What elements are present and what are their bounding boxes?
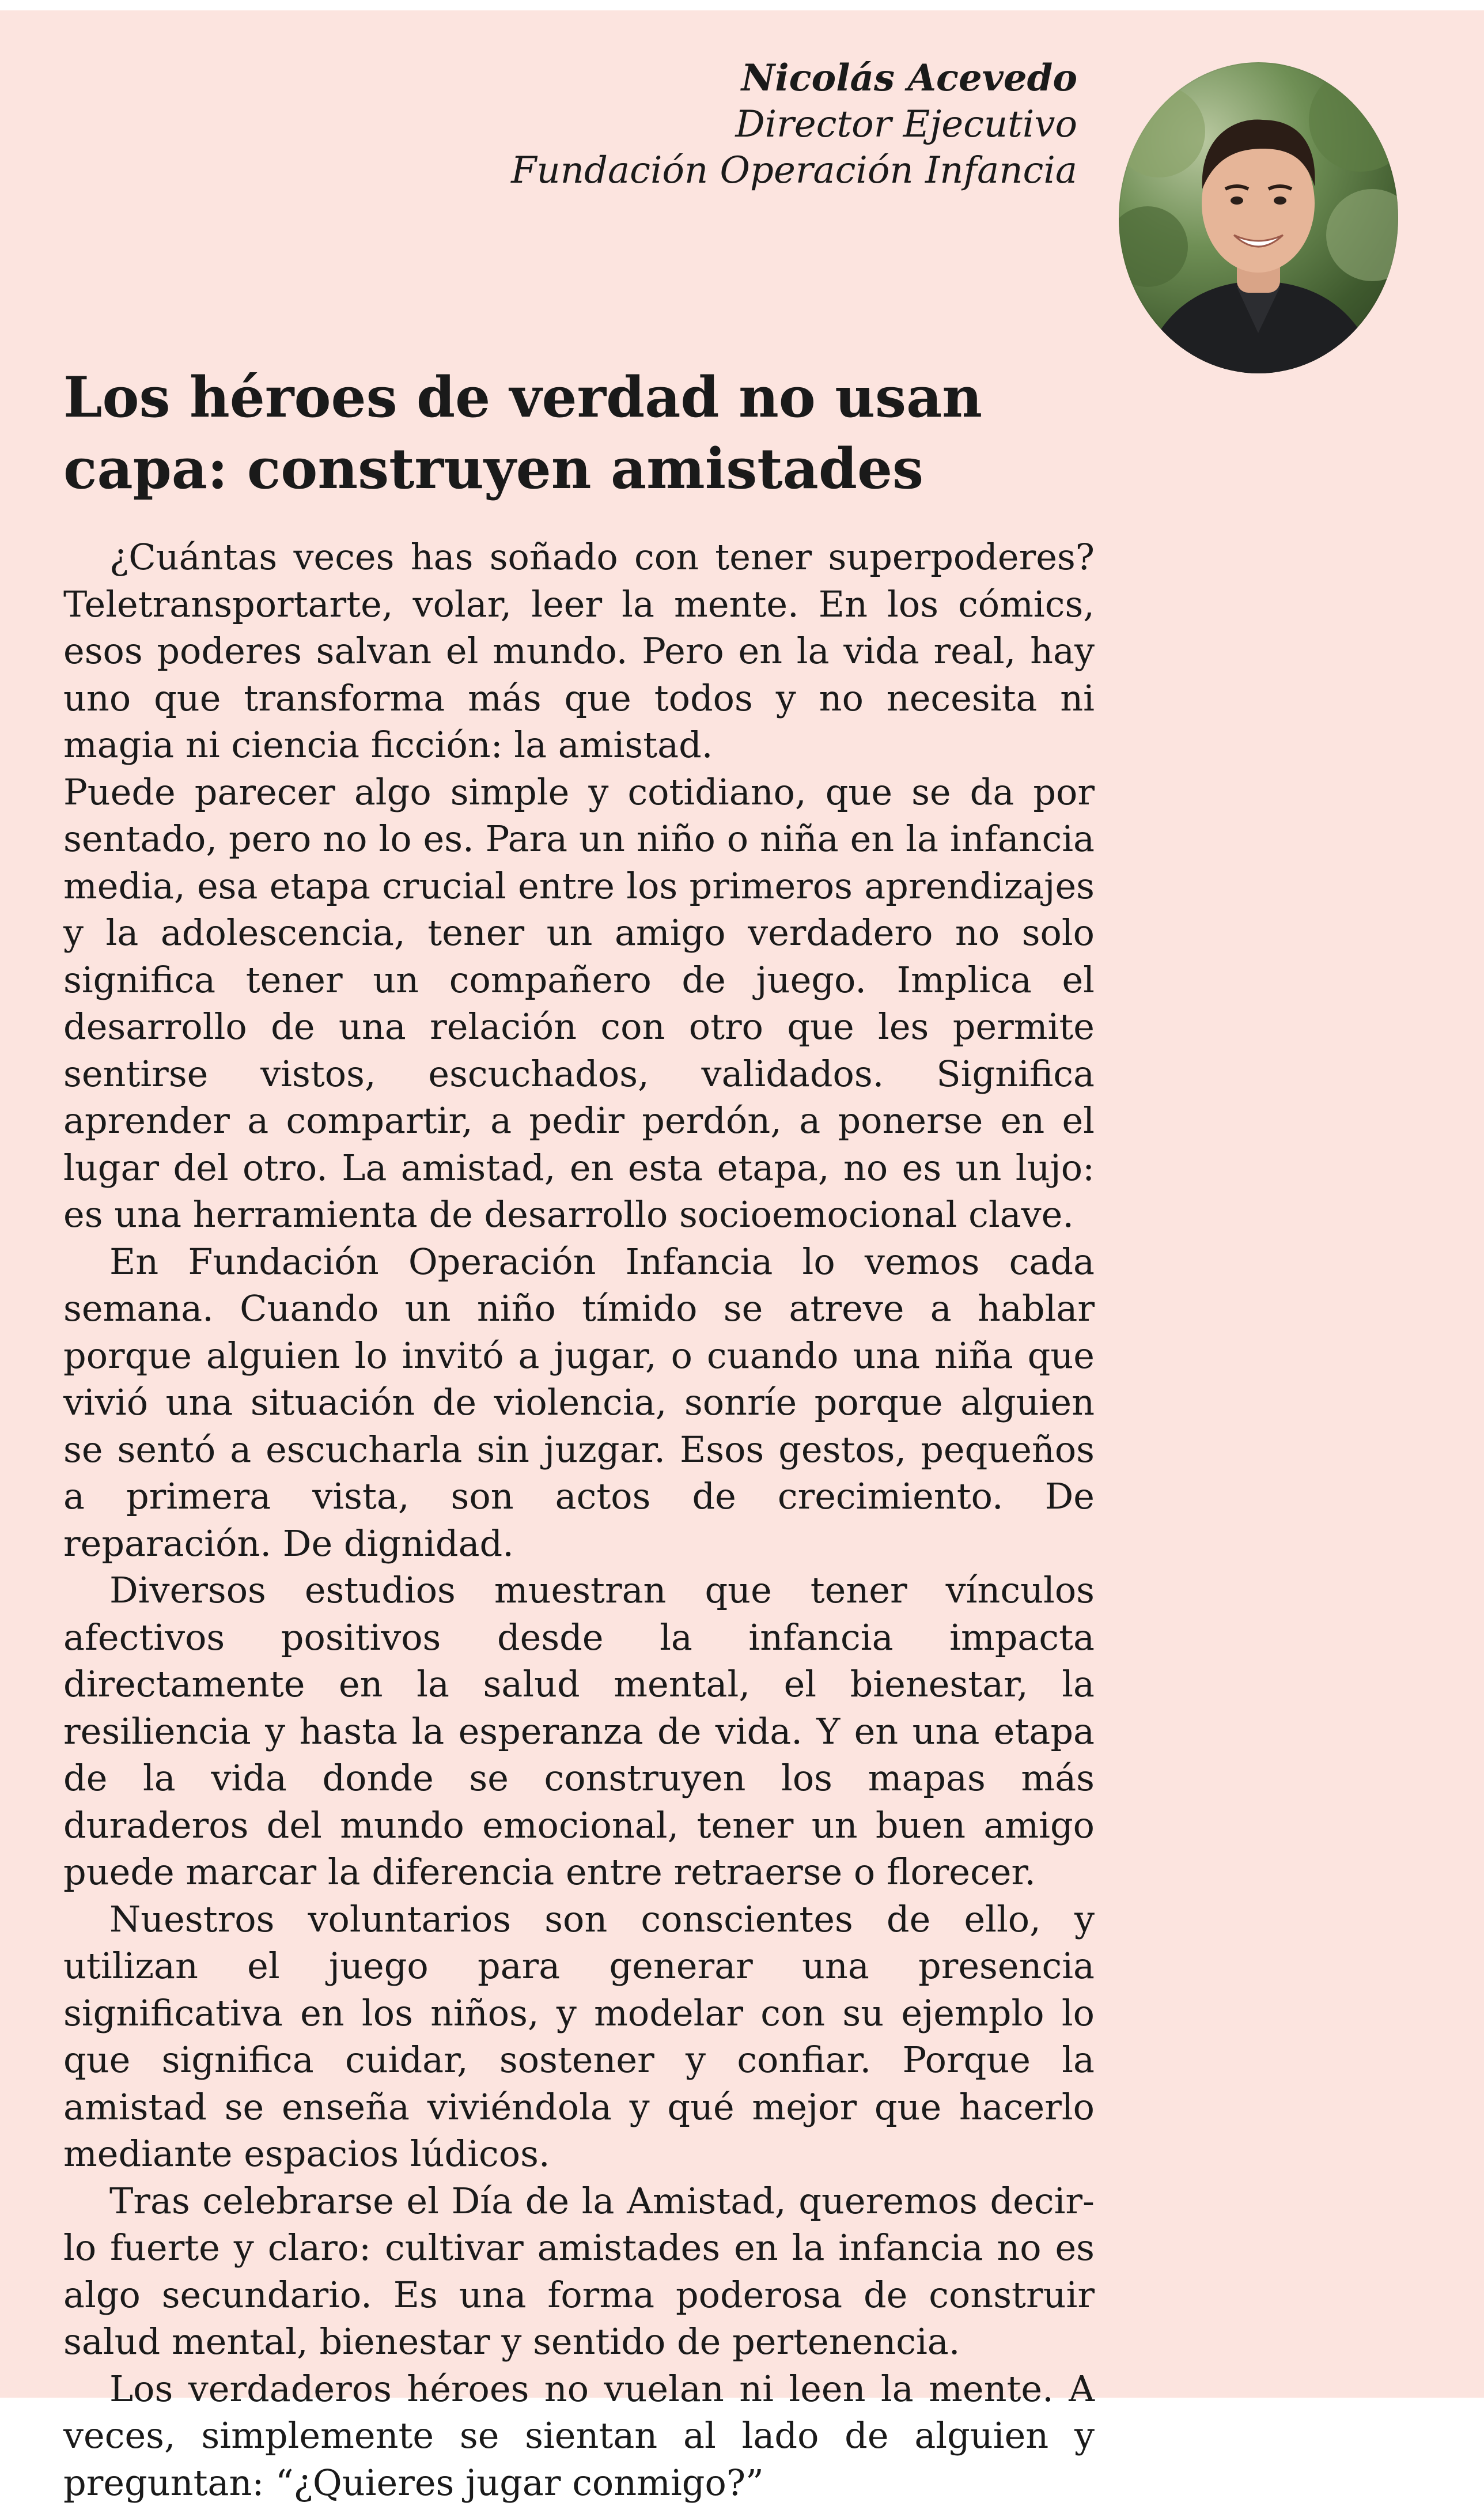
author-portrait xyxy=(1119,62,1398,373)
author-role: Director Ejecutivo xyxy=(511,101,1077,148)
author-name: Nicolás Acevedo xyxy=(511,55,1077,101)
author-organization: Fundación Operación Infancia xyxy=(511,148,1077,194)
portrait-illustration xyxy=(1119,62,1398,373)
article-title: Los héroes de verdad no usan capa: construyen amistades xyxy=(63,362,1100,505)
article-paragraph: Los verdaderos héroes no vuelan ni leen la mente. A veces, simplemente se sientan al lado de alguien y preguntan: “¿Quieres jugar conmigo?” xyxy=(63,2365,1095,2506)
article-paragraph: ¿Cuántas veces has soñado con tener superpoderes? Teletransportarte, volar, leer la mente. En los cómics, esos poderes salvan el mundo. Pero en la vida real, hay uno que transforma más que todos y no necesita ni magia ni ciencia ficción: la amistad. xyxy=(63,534,1095,769)
article-paragraph: Puede parecer algo simple y cotidiano, que se da por sentado, pero no lo es. Para un niño o niña en la infancia media, esa etapa crucial entre los primeros aprendizajes y la adolescencia, tener un amigo verdadero no solo significa tener un compañero de juego. Implica el desarrollo de una relación con otro que les permite sentirse vistos, escuchados, validados. Significa aprender a compartir, a pedir perdón, a ponerse en el lugar del otro. La amistad, en esta etapa, no es un lujo: es una herramienta de desarrollo socioemocional clave. xyxy=(63,769,1095,1238)
article-paragraph: Nuestros voluntarios son conscientes de ello, y utilizan el juego para generar una presencia significativa en los niños, y modelar con su ejemplo lo que significa cuidar, sostener y confiar. Porque la amistad se enseña viviéndola y qué mejor que hacerlo mediante espacios lúdicos. xyxy=(63,1896,1095,2178)
article-paragraph: Diversos estudios muestran que tener vínculos afectivos positivos desde la infancia impacta directamente en la salud mental, el bienestar, la resiliencia y hasta la esperanza de vida. Y en una etapa de la vida donde se construyen los mapas más duraderos del mundo emocional, tener un buen amigo puede marcar la diferencia entre retraerse o florecer. xyxy=(63,1567,1095,1896)
author-byline xyxy=(511,55,1077,194)
article-body xyxy=(63,534,1095,2506)
article-paragraph: Tras celebrarse el Día de la Amistad, queremos decirlo fuerte y claro: cultivar amistades en la infancia no es algo secundario. Es una forma poderosa de construir salud mental, bienestar y sentido de pertenencia. xyxy=(63,2178,1095,2365)
article-page xyxy=(0,10,1484,2398)
article-paragraph: En Fundación Operación Infancia lo vemos cada semana. Cuando un niño tímido se atreve a hablar porque alguien lo invitó a jugar, o cuando una niña que vivió una situación de violencia, sonríe porque alguien se sentó a escucharla sin juzgar. Esos gestos, pequeños a primera vista, son actos de crecimiento. De reparación. De dignidad. xyxy=(63,1238,1095,1567)
